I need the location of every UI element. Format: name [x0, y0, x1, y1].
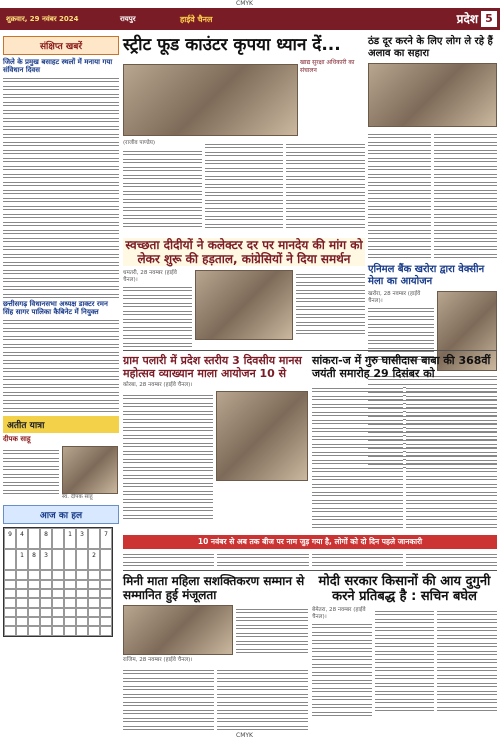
- issue-date: शुक्रवार, 29 नवंबर 2024: [6, 14, 79, 23]
- sudoku-cell: 7: [100, 528, 112, 549]
- sudoku-cell: [88, 608, 100, 617]
- sudoku-cell: 8: [40, 528, 52, 549]
- sudoku-cell: [88, 617, 100, 626]
- sudoku-cell: [28, 626, 40, 635]
- sudoku-cell: [100, 626, 112, 635]
- banner-photo: [195, 270, 293, 340]
- sudoku-cell: 8: [28, 549, 40, 570]
- story-4: [312, 354, 497, 530]
- sudoku-cell: 4: [16, 528, 28, 549]
- sudoku-cell: [52, 608, 64, 617]
- sudoku-cell: [4, 580, 16, 589]
- sudoku-cell: [28, 617, 40, 626]
- sudoku-cell: 1: [16, 549, 28, 570]
- story-3: [123, 354, 308, 521]
- story-3-headline: ग्राम पलारी में प्रदेश स्तरीय 3 दिवसीय मानस महोत्सव व्याख्यान माला आयोजन 10 से: [123, 354, 302, 380]
- sudoku-cell: [52, 570, 64, 579]
- sudoku-cell: [28, 580, 40, 589]
- story-3-photo: [216, 391, 308, 481]
- sudoku-cell: [88, 528, 100, 549]
- sudoku-cell: [100, 589, 112, 598]
- sudoku-cell: [16, 570, 28, 579]
- lead-story-body: [123, 140, 365, 230]
- sudoku-cell: [52, 598, 64, 607]
- banner-story: [123, 238, 365, 266]
- right-byline: खरोरा, 28 नवम्बर (हाईवे चैनल)।: [368, 291, 421, 304]
- sudoku-cell: [16, 589, 28, 598]
- sudoku-cell: 3: [40, 549, 52, 570]
- notice-body: [123, 550, 497, 568]
- story-4-headline: सांकरा-ज में गुरु घासीदास बाबा की 368वीं जयंती समारोह 29 दिसंबर को: [312, 354, 491, 380]
- sudoku-cell: [88, 589, 100, 598]
- sudoku-cell: [40, 580, 52, 589]
- sudoku-cell: [100, 549, 112, 570]
- story-3-byline: कोरबा, 28 नवम्बर (हाईवे चैनल)।: [123, 382, 193, 388]
- sudoku-cell: [64, 589, 76, 598]
- divider-2: [123, 570, 497, 571]
- portrait-caption: स्व. दीपक साहू: [62, 494, 93, 500]
- story-6-headline: मोदी सरकार किसानों की आय दुगुनी करने प्रतिबद्ध है : सचिन बघेल: [318, 574, 491, 604]
- sudoku-cell: [16, 598, 28, 607]
- sudoku-cell: [76, 589, 88, 598]
- sudoku-cell: [16, 608, 28, 617]
- sudoku-cell: [88, 626, 100, 635]
- brief-2-body: [3, 318, 119, 412]
- divider-1: [123, 350, 497, 351]
- sudoku-cell: 2: [88, 549, 100, 570]
- sudoku-cell: [76, 580, 88, 589]
- lead-byline: खाद्य सुरक्षा अधिकारी का संचालन: [300, 59, 355, 74]
- notice-bar: 10 नवंबर से अब तक बीज पर नाम जुड़ गया है, लोगों को दो दिन पहले जानकारी: [123, 535, 497, 549]
- atit-yatra-box: [3, 416, 119, 501]
- sudoku-cell: [52, 549, 64, 570]
- sudoku-cell: [52, 589, 64, 598]
- sudoku-cell: [52, 626, 64, 635]
- banner-headline: स्वच्छता दीदीयों ने कलेक्टर दर पर मानदेय की मांग को लेकर शुरू की हड़ताल, कांग्रेसियों ने दिया समर्थन: [125, 238, 363, 266]
- puzzle-heading: आज का हल: [3, 505, 119, 524]
- sudoku-cell: [4, 598, 16, 607]
- sudoku-cell: 9: [4, 528, 16, 549]
- sudoku-cell: [16, 617, 28, 626]
- sudoku-cell: [4, 626, 16, 635]
- bonfire-photo: [368, 63, 497, 127]
- sudoku-cell: [28, 528, 40, 549]
- story-5-headline: मिनी माता महिला सशक्तिकरण सम्मान से सम्मानित हुई मंजूलता: [123, 574, 305, 602]
- brief-2-title: छत्तीसगढ़ विधानसभा अध्यक्ष डाक्टर रमन सिंह सागर पालिका कैबिनेट में नियुक्त: [3, 300, 108, 316]
- story-6: [312, 574, 497, 718]
- sudoku-cell: [52, 528, 64, 549]
- sudoku-cell: [88, 598, 100, 607]
- sudoku-cell: [100, 608, 112, 617]
- sudoku-cell: [52, 617, 64, 626]
- brief-1-body: [3, 76, 119, 298]
- sudoku-cell: [64, 617, 76, 626]
- sudoku-cell: [88, 570, 100, 579]
- sudoku-cell: [100, 570, 112, 579]
- sudoku-cell: [76, 617, 88, 626]
- sudoku-cell: [88, 580, 100, 589]
- sudoku-cell: [40, 617, 52, 626]
- sudoku-cell: [40, 608, 52, 617]
- briefs-heading: संक्षिप्त खबरें: [3, 36, 119, 55]
- sudoku-cell: [28, 570, 40, 579]
- sudoku-cell: [4, 617, 16, 626]
- sudoku-cell: [4, 549, 16, 570]
- sudoku-cell: [76, 598, 88, 607]
- lead-story-header: [123, 36, 365, 55]
- sudoku-cell: [28, 589, 40, 598]
- sudoku-cell: [4, 589, 16, 598]
- sudoku-cell: [28, 608, 40, 617]
- sudoku-cell: [100, 580, 112, 589]
- sudoku-cell: [64, 580, 76, 589]
- sudoku-cell: [64, 608, 76, 617]
- cmyk-mark-top: CMYK: [236, 0, 253, 7]
- brief-1-title: जिले के प्रमुख बसाहट स्थलों में मनाया गया संविधान दिवस: [3, 58, 113, 74]
- sudoku-cell: [76, 626, 88, 635]
- sudoku-cell: [40, 570, 52, 579]
- sudoku-cell: [16, 580, 28, 589]
- sudoku-cell: [28, 598, 40, 607]
- sudoku-cell: [64, 626, 76, 635]
- sudoku-cell: [52, 580, 64, 589]
- sudoku-grid: [3, 527, 113, 637]
- right-headline-2: एनिमल बैंक खरोरा द्वारा वेक्सीन मेला का आयोजन: [368, 264, 485, 287]
- page-number: 5: [481, 11, 497, 27]
- puzzle-box: [3, 505, 119, 637]
- sudoku-cell: [64, 549, 76, 570]
- cmyk-mark-bottom: CMYK: [236, 732, 253, 739]
- sudoku-cell: [40, 589, 52, 598]
- sudoku-cell: [100, 617, 112, 626]
- story-6-byline: बेमेतरा, 28 नवम्बर (हाईवे चैनल)।: [312, 607, 366, 620]
- sudoku-cell: [4, 570, 16, 579]
- story-5-photo: [123, 605, 233, 655]
- sudoku-cell: [76, 549, 88, 570]
- atit-yatra-name: दीपक साहू: [3, 435, 31, 443]
- sudoku-cell: [16, 626, 28, 635]
- lead-source: (राजीव पाण्डेय): [123, 140, 156, 146]
- masthead-bar: [0, 8, 500, 30]
- paper-name: हाईवे चैनल: [180, 14, 213, 24]
- sudoku-cell: [40, 598, 52, 607]
- left-column: [3, 36, 119, 736]
- sudoku-cell: [4, 608, 16, 617]
- right-headline-1: ठंड दूर करने के लिए लोग ले रहे हैं अलाव का सहारा: [368, 36, 493, 59]
- edition-city: रायपुर: [120, 14, 136, 23]
- banner-byline: धमतरी, 28 नवम्बर (हाईवे चैनल)।: [123, 270, 177, 283]
- lead-headline: स्ट्रीट फूड काउंटर कृपया ध्यान दें...: [123, 35, 341, 55]
- sudoku-cell: 3: [76, 528, 88, 549]
- lead-photo: [123, 64, 298, 136]
- sudoku-cell: [76, 608, 88, 617]
- sudoku-cell: 1: [64, 528, 76, 549]
- sudoku-cell: [100, 598, 112, 607]
- section-title: प्रदेश: [456, 12, 478, 26]
- portrait-photo: [62, 446, 118, 494]
- banner-story-body: [123, 270, 365, 349]
- atit-yatra-heading: अतीत यात्रा: [3, 416, 119, 433]
- story-5: [123, 574, 308, 732]
- sudoku-cell: [40, 626, 52, 635]
- sudoku-cell: [64, 598, 76, 607]
- sudoku-cell: [64, 570, 76, 579]
- story-5-byline: राजिम, 28 नवम्बर (हाईवे चैनल)।: [123, 657, 193, 663]
- sudoku-cell: [76, 570, 88, 579]
